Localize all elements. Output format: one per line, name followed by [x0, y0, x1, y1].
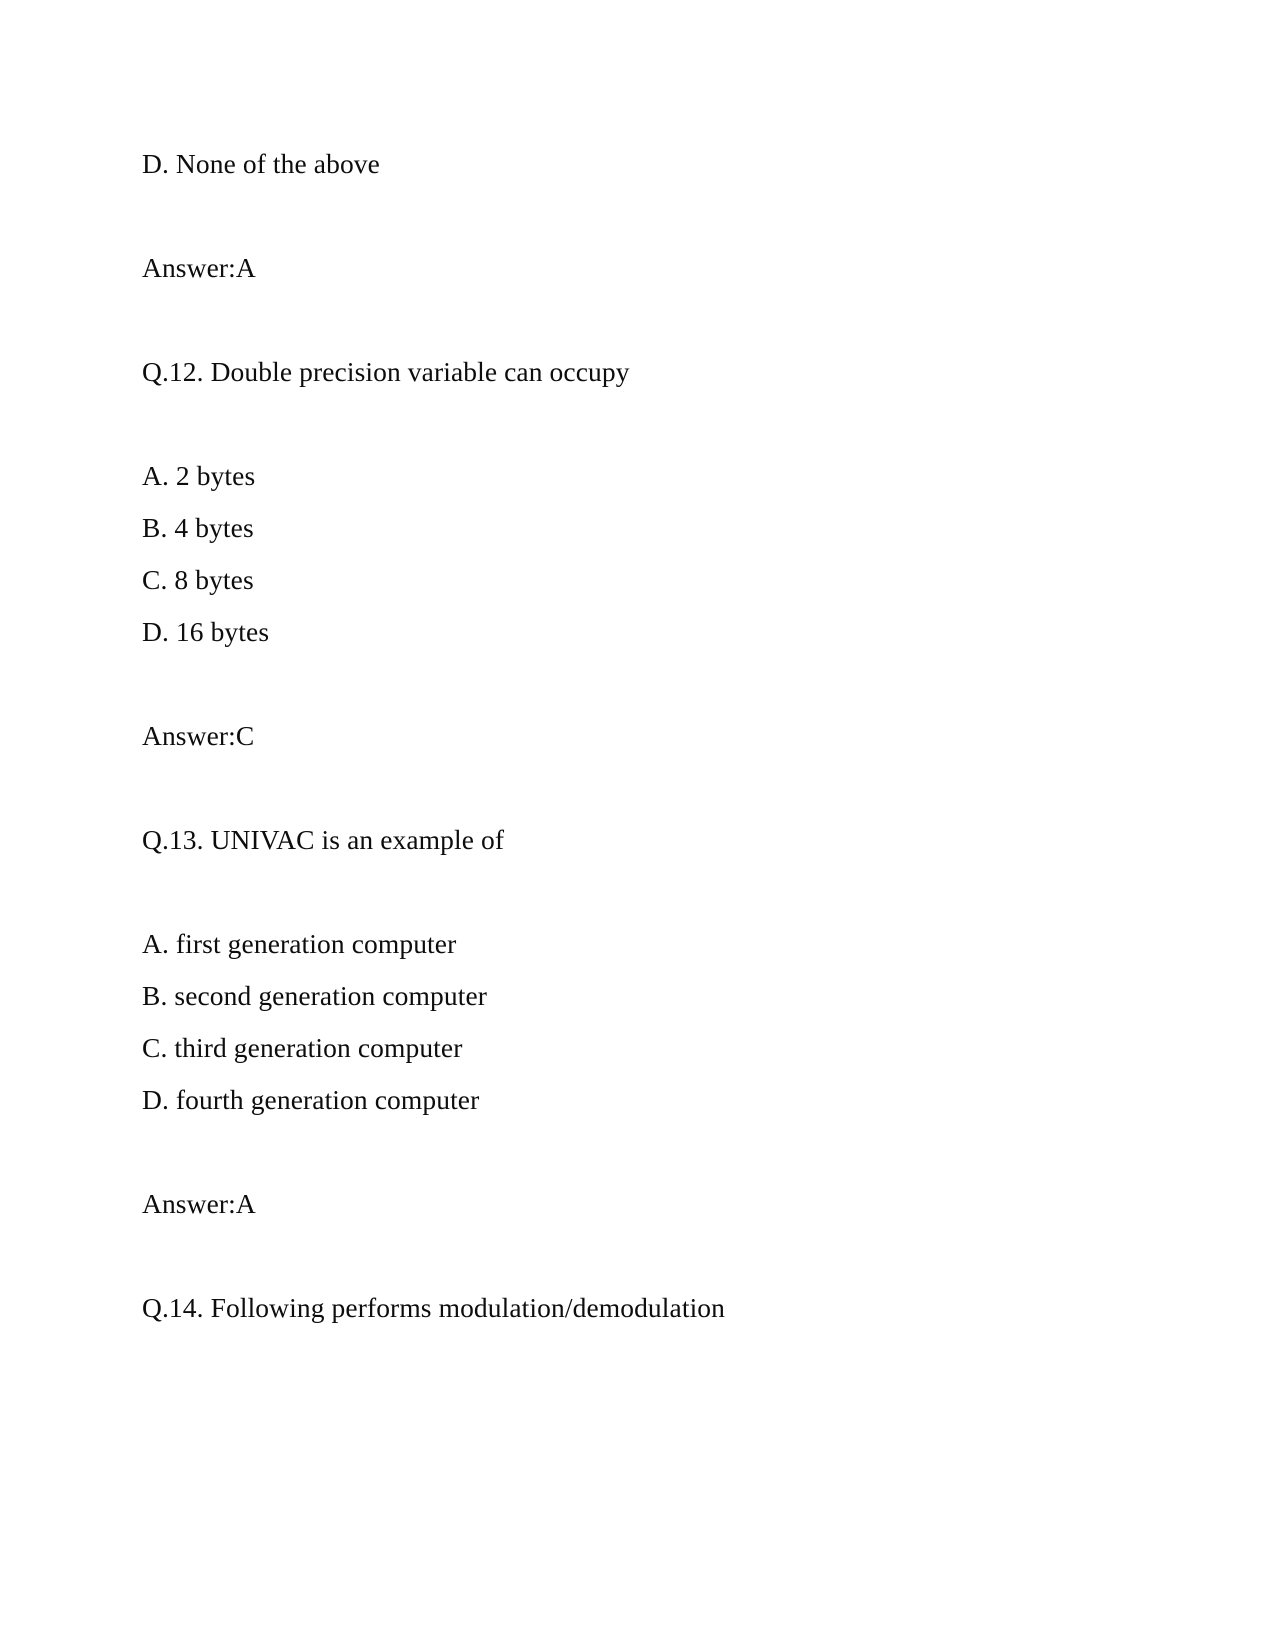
answer-q13: [142, 1178, 1142, 1230]
option-item-d-q13: D. fourth generation computer: [142, 1084, 480, 1115]
answer-q11: [142, 242, 1142, 294]
document-body: [142, 138, 1142, 1334]
question-text-q13: Q.13. UNIVAC is an example of: [142, 824, 505, 855]
question-heading-q13: [142, 814, 1142, 866]
option-item-c-q13: C. third generation computer: [142, 1032, 463, 1063]
option-item-c-q12: C. 8 bytes: [142, 564, 254, 595]
question-text-q12: Q.12. Double precision variable can occupy: [142, 356, 630, 387]
spacer: [142, 1126, 1142, 1178]
spacer: [142, 1230, 1142, 1282]
answer-label-q12: Answer:C: [142, 720, 255, 751]
option-list-q12: [142, 450, 1142, 658]
option-item-d-q12: D. 16 bytes: [142, 616, 270, 647]
spacer: [142, 866, 1142, 918]
spacer: [142, 398, 1142, 450]
option-list-q11: [142, 138, 1142, 190]
option-list-q13: [142, 918, 1142, 1126]
answer-label-q13: Answer:A: [142, 1188, 256, 1219]
option-item-a-q13: A. first generation computer: [142, 928, 457, 959]
question-heading-q12: [142, 346, 1142, 398]
spacer: [142, 294, 1142, 346]
question-heading-q14: [142, 1282, 1142, 1334]
question-text-q14: Q.14. Following performs modulation/demodulation: [142, 1292, 726, 1323]
spacer: [142, 762, 1142, 814]
option-item-b-q12: B. 4 bytes: [142, 512, 254, 543]
answer-label-q11: Answer:A: [142, 252, 256, 283]
option-item-a-q12: A. 2 bytes: [142, 460, 256, 491]
spacer: [142, 658, 1142, 710]
option-item-d-q11: D. None of the above: [142, 148, 380, 179]
spacer: [142, 190, 1142, 242]
answer-q12: [142, 710, 1142, 762]
option-item-b-q13: B. second generation computer: [142, 980, 488, 1011]
